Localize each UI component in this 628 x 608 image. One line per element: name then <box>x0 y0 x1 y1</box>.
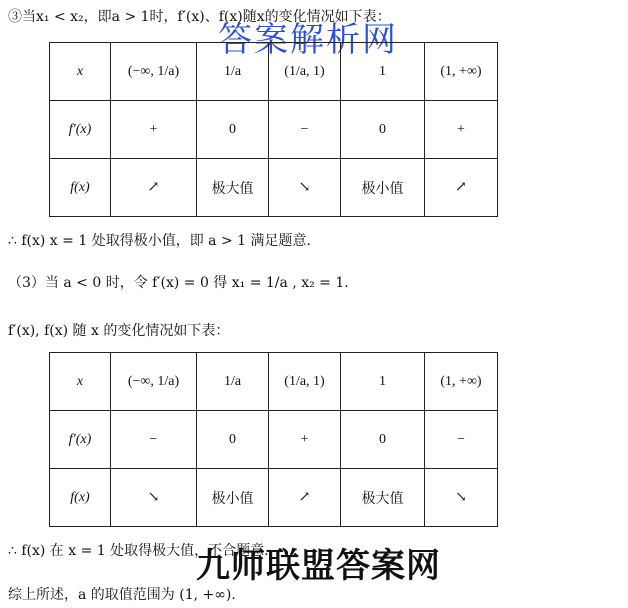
table1-trend-2: ↘ <box>269 159 341 217</box>
table2-derivative-label: f′(x) <box>50 411 111 469</box>
table1-trend-3: ↗ <box>425 159 498 217</box>
table2-derivative-sign-3: − <box>425 411 498 469</box>
final-answer: 综上所述，a 的取值范围为 (1, +∞). <box>8 587 236 603</box>
table2-function-label: f(x) <box>50 469 111 527</box>
table1-derivative-value-2: 0 <box>341 101 425 159</box>
watermark-bottom: 九师联盟答案网 <box>196 546 441 586</box>
conclusion-1: ∴ f(x) x = 1 处取得极小值，即 a > 1 满足题意. <box>8 233 311 249</box>
table2-header-point-2: 1 <box>341 353 425 411</box>
table1-header-row <box>50 43 498 101</box>
table1-header-point-2: 1 <box>341 43 425 101</box>
table2-derivative-value-1: 0 <box>197 411 269 469</box>
table2-extremum-2: 极大值 <box>341 469 425 527</box>
variation-table-2 <box>49 352 498 527</box>
table2-trend-1: ↘ <box>111 469 197 527</box>
table2-derivative-value-2: 0 <box>341 411 425 469</box>
table2-function-row <box>50 469 498 527</box>
variation-table-1 <box>49 42 498 217</box>
table2-derivative-sign-2: + <box>269 411 341 469</box>
table1-header-interval-2: (1/a, 1) <box>269 43 341 101</box>
conclusion-2: ∴ f(x) 在 x = 1 处取得极大值，不合题意. <box>8 543 269 559</box>
table1-header-interval-3: (1, +∞) <box>425 43 498 101</box>
table1-derivative-sign-1: + <box>111 101 197 159</box>
table1-derivative-sign-2: − <box>269 101 341 159</box>
table1-header-x: x <box>50 43 111 101</box>
table2-header-interval-3: (1, +∞) <box>425 353 498 411</box>
table2-extremum-1: 极小值 <box>197 469 269 527</box>
table2-header-point-1: 1/a <box>197 353 269 411</box>
table2-trend-2: ↗ <box>269 469 341 527</box>
table1-derivative-value-1: 0 <box>197 101 269 159</box>
table2-trend-3: ↘ <box>425 469 498 527</box>
table1-derivative-sign-3: + <box>425 101 498 159</box>
table1-header-interval-1: (−∞, 1/a) <box>111 43 197 101</box>
table2-header-x: x <box>50 353 111 411</box>
table2-header-row <box>50 353 498 411</box>
table1-extremum-1: 极大值 <box>197 159 269 217</box>
table2-header-interval-1: (−∞, 1/a) <box>111 353 197 411</box>
table2-derivative-row <box>50 411 498 469</box>
table1-derivative-row <box>50 101 498 159</box>
case3-text: ③当x₁ < x₂，即a > 1时，f′(x)、f(x)随x的变化情况如下表： <box>8 9 391 25</box>
table1-trend-1: ↗ <box>111 159 197 217</box>
table1-extremum-2: 极小值 <box>341 159 425 217</box>
table1-derivative-label: f′(x) <box>50 101 111 159</box>
table2-derivative-sign-1: − <box>111 411 197 469</box>
table2-header-interval-2: (1/a, 1) <box>269 353 341 411</box>
watermark-top: 答案解析网 <box>218 20 398 60</box>
table1-function-label: f(x) <box>50 159 111 217</box>
table2-intro: f′(x), f(x) 随 x 的变化情况如下表： <box>8 323 230 339</box>
table1-header-point-1: 1/a <box>197 43 269 101</box>
part3-text: （3）当 a < 0 时，令 f′(x) = 0 得 x₁ = 1/a , x₂ = 1. <box>8 275 349 291</box>
table1-function-row <box>50 159 498 217</box>
